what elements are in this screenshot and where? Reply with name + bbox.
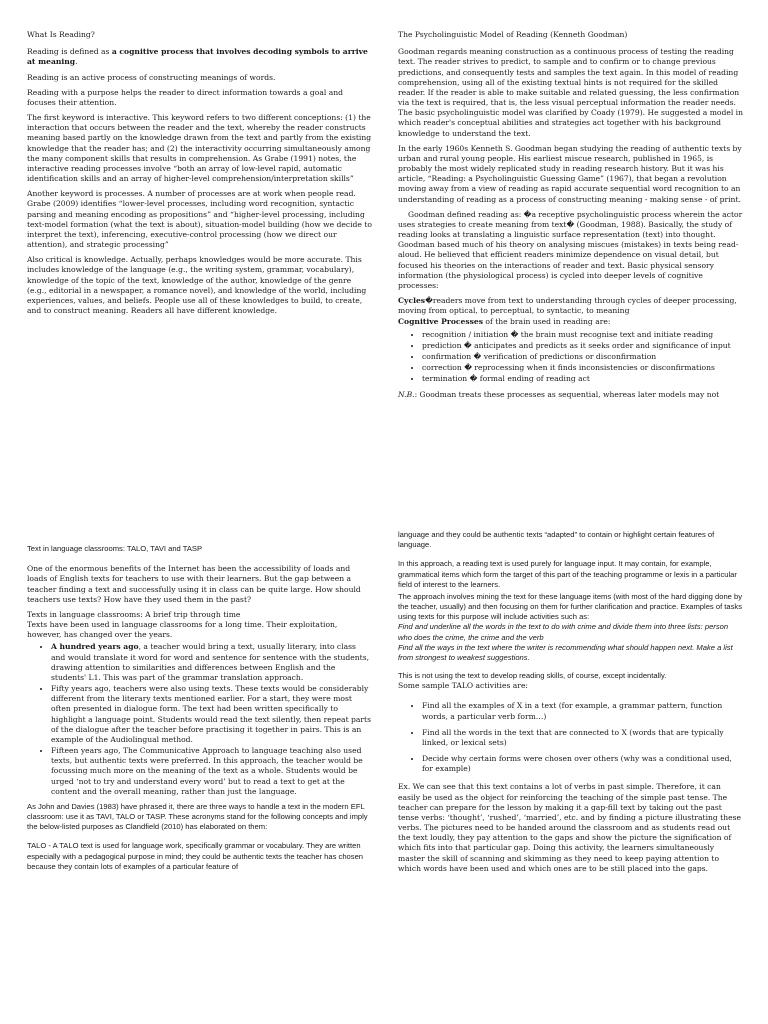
list-item: • termination � formal ending of reading act [422, 374, 743, 384]
bullet-list [398, 330, 743, 385]
paragraph: Cycles�readers move from text to understanding through cycles of deeper processing, moving from optical, to perceptual, to syntactic, to meaning [398, 296, 737, 316]
bullet-list [398, 701, 743, 774]
section-title: What Is Reading? [27, 30, 95, 39]
paragraph: Ex. We can see that this text contains a lot of verbs in past simple. Therefore, it can easily be used as the object for reinforcing the teaching of the simple past tense. The teacher can prepare for the lesson by making it a gap-fill text by taking out the past tense verbs: ‘thought’, ‘rushed’, ‘married’, etc. and by finding a picture illustrating these verbs. The pictures need to be handed around the classroom and as students read out the text loudly, they pay attention to the gaps and show the picture the signification of which fits into that particular gap. Doing this activity, the learners simultaneously master the skill of scanning and skimming as they need to keep paying attention to which words have been used and which ones are to be still placed into the gaps. [398, 782, 742, 873]
paragraph: Goodman regards meaning construction as a continuous process of testing the reading text. The reader strives to predict, to sample and to confirm or to change previous predictions, and consequently tests and samples the text again. In this model of reading comprehension, using all of the existing textual hints is not required for the skilled reader. If the reader is able to make suitable and related guessing, the less confirmation via the text is required, that is, the less visual perceptual information the reader needs. The basic psycholinguistic model was clarified by Coady (1979). He suggested a model in which reader's conceptual abilities and strategies act together with his background knowledge to understand the text. [398, 47, 743, 138]
paragraph: The approach involves mining the text for these language items (with most of the hard digging done by the teacher, usually) and then focusing on them for further clarification and practice. Examples of tasks using texts for this purpose will include activities such as: [398, 591, 743, 622]
note: N.B.: Goodman treats these processes as sequential, whereas later models may not [398, 389, 720, 399]
section-title: Text in language classrooms: TALO, TAVI and TASP [27, 544, 203, 553]
bold-definition: a cognitive process that involves decoding symbols to arrive at meaning [27, 47, 368, 67]
list-item: • confirmation � verification of predictions or disconfirmation [422, 352, 743, 362]
paragraph: Texts have been used in language classrooms for a long time. Their exploitation, however, has changed over the years. [27, 620, 338, 640]
paragraph: Another keyword is processes. A number of processes are at work when people read. Grabe (2009) identifies “lower-level processes, including word recognition, syntactic parsing and meaning encoding as propositions” and “higher-level processing, including text-model formation (what the text is about), situation-model building (how we decide to interpret the text), inferencing, executive-control processing (how we direct our attention), and strategic processing” [27, 189, 372, 250]
section-title: The Psycholinguistic Model of Reading (Kenneth Goodman) [398, 30, 628, 39]
bullet-list [27, 642, 372, 797]
list-item: • prediction � anticipates and predicts as it seeks order and significance of input [422, 341, 743, 351]
italic-example: Find and underline all the words in the text to do with crime and divide them into three lists: person who does the crime, the crime and the verb [398, 622, 729, 642]
page-talo-continued [398, 530, 743, 879]
list-item: • Find all the examples of X in a text (for example, a grammar pattern, function words, a particular verb form…) [422, 701, 743, 721]
page-text-in-classrooms [27, 544, 372, 877]
paragraph: Cognitive Processes of the brain used in reading are: [398, 317, 611, 327]
list-item: • correction � reprocessing when it finds inconsistencies or disconfirmations [422, 363, 743, 373]
paragraph: Reading with a purpose helps the reader to direct information towards a goal and focuses their attention. [27, 87, 343, 107]
paragraph: In this approach, a reading text is used purely for language input. It may contain, for example, grammatical items which form the target of this part of the teaching programme or lexis in a particular field of interest to the learners. [398, 559, 737, 589]
paragraph: As John and Davies (1983) have phrased it, there are three ways to handle a text in the modern EFL classroom: use it as TAVI, TALO or TASP. These acronyms stand for the following concepts and imply the below-listed purposes as Clandfield (2010) has elaborated on them: [27, 801, 368, 832]
paragraph: Also critical is knowledge. Actually, perhaps knowledges would be more accurate. This includes knowledge of the language (e.g., the writing system, grammar, vocabulary), knowledge of the topic of the text, knowledge of the author, knowledge of the genre (e.g., editorial in a newspaper, a romance novel), and knowledge of the world, including experiences, values, and beliefs. People use all of these knowledges to build, to create, and to construct meaning. Readers all have different knowledge. [27, 255, 367, 316]
list-item: • Fifty years ago, teachers were also using texts. These texts would be considerably different from the literary texts mentioned earlier. For a start, they were most often presented in dialogue form. The text had been written specifically to highlight a language point. Students would read the text silently, then repeat parts of the dialogue after the teacher before practising it together in pairs. This is an example of the Audiolingual method. [51, 684, 372, 745]
paragraph: In the early 1960s Kenneth S. Goodman began studying the reading of authentic texts by urban and rural young people. His earliest miscue research, published in 1965, is probably the most widely replicated study in reading research history. But it was his article, “Reading: a Psycholinguistic Guessing Game” (1967), that began a revolution moving away from a view of reading as rapid accurate sequential word recognition to an understanding of reading as a process of constructing meaning - making sense - of print. [398, 143, 742, 204]
paragraph: Reading is an active process of constructing meanings of words. [27, 72, 276, 82]
paragraph: Reading is defined as a cognitive process that involves decoding symbols to arrive at meaning. [27, 47, 368, 67]
list-item: • Decide why certain forms were chosen over others (why was a conditional used, for example) [422, 754, 743, 774]
paragraph: The first keyword is interactive. This keyword refers to two different conceptions: (1) the interaction that occurs between the reader and the text, whereby the reader constructs meaning based partly on the knowledge drawn from the text and partly from the existing knowledge that the reader has; and (2) the interactivity occurring simultaneously among the many component skills that results in comprehension. As Grabe (1991) notes, the interactive reading processes involve “both an array of low-level rapid, automatic identification skills and an array of higher-level comprehension/interpretation skills” [27, 113, 372, 184]
subheading: Texts in language classrooms: A brief trip through time [27, 609, 241, 619]
list-item: • recognition / initiation � the brain must recognise text and initiate reading [422, 330, 743, 340]
list-item: • Fifteen years ago, The Communicative Approach to language teaching also used texts, but authentic texts were preferred. In this approach, the teacher would be focussing much more on the meaning of the text as a whole. Students would be urged ‘not to try and understand every word’ but to read a text to get at the content and the overall meaning, rather than just the language. [51, 746, 372, 797]
italic-example: Find all the ways in the text where the writer is recommending what should happen next. Make a list from strongest to weakest suggestions. [398, 642, 733, 662]
page-what-is-reading [27, 30, 372, 321]
paragraph: One of the enormous benefits of the Internet has been the accessibility of loads and loads of English texts for teachers to use with their learners. But the gap between a teacher finding a text and successfully using it in class can be quite large. How should teachers use texts? How have they used them in the past? [27, 564, 361, 604]
list-item: • A hundred years ago, a teacher would bring a text, usually literary, into class and would translate it word for word and sentence for sentence with the students, drawing attention to similarities and differences between English and the students' L1. This was part of the grammar translation approach. [51, 642, 372, 683]
paragraph: language and they could be authentic texts “adapted” to contain or highlight certain features of language. [398, 530, 715, 550]
paragraph: TALO - A TALO text is used for language work, specifically grammar or vocabulary. They are written especially with a pedagogical purpose in mind; they could be authentic texts the teacher has chosen because they contain lots of examples of a particular feature of [27, 841, 364, 871]
paragraph: Goodman defined reading as: �a receptive psycholinguistic process wherein the actor uses strategies to create meaning from text� (Goodman, 1988). Basically, the study of reading looks at translating a linguistic surface representation (text) into thought. Goodman based much of his theory on analysing miscues (mistakes) in texts being read-aloud. He believed that efficient readers minimize dependence on visual detail, but focused his theories on the interactions of reader and text. Basic physical sensory information (the physiological process) is cycled into deeper levels of cognitive processes: [398, 209, 743, 290]
page-psycholinguistic-model [398, 30, 743, 405]
paragraph: Some sample TALO activities are: [398, 681, 528, 691]
paragraph: This is not using the text to develop reading skills, of course, except incidentally. [398, 671, 667, 681]
list-item: • Find all the words in the text that are connected to X (words that are typically linked, or lexical sets) [422, 728, 743, 748]
